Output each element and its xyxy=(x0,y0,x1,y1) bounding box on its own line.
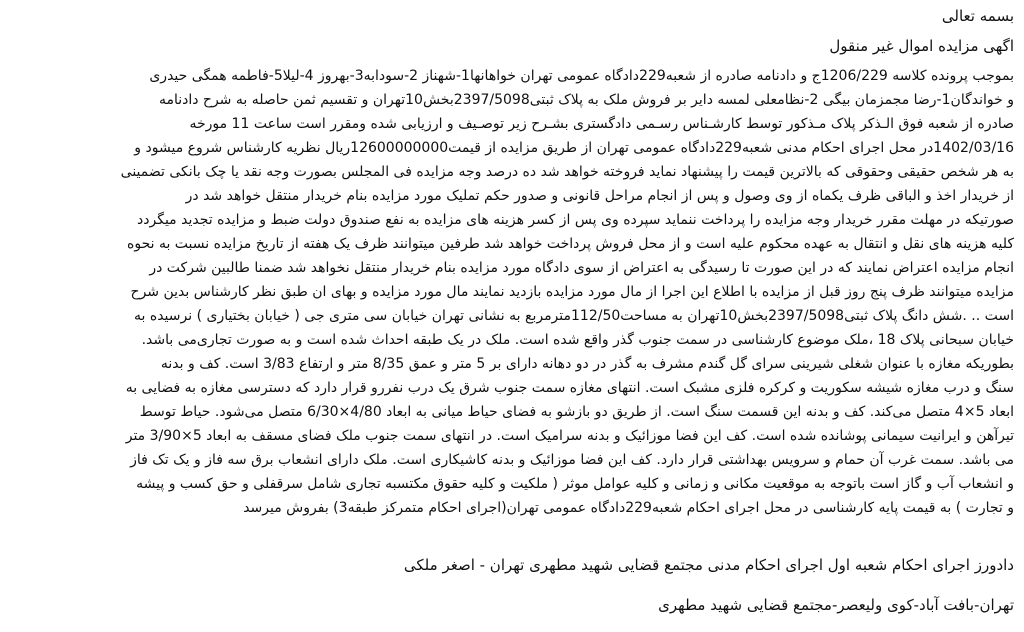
address-line: تهران-بافت آباد-کوی ولیعصر-مجتمع قضایی شهید مطهری xyxy=(658,596,1014,614)
body-line: صورتیکه در مهلت مقرر خریدار وجه مزایده را پرداخت ننماید سپرده وی پس از کسر هزینه های مزایده به نفع صندوق دولت ضبط و مزایده تجدید میگردد xyxy=(137,212,1014,228)
body-line: و خواندگان1-رضا مجمزمان بیگی 2-نظامعلی لمسه دایر بر فروش ملک به پلاک ثبتی2397/5098بخش10تهران و تقسیم ثمن حاصله به شرح دادنامه xyxy=(158,92,1014,108)
body-line: صادره از شعبه فوق الـذکر پلاک مـذکور توسط کارشـناس رسـمی دادگستری بشـرح زیر توصـیف و ارزیابی شده ومقرر است ساعت 11 مورخه xyxy=(189,116,1014,132)
body-line: سنگ و درب مغازه شیشه سکوریت و کرکره فلزی مشبک است. انتهای مغازه سمت جنوب شرق یک درب نفررو قرار دارد که دسترسی مغازه به فضایی به xyxy=(125,380,1014,396)
body-line: به هر شخص حقیقی وحقوقی که بالاترین قیمت را پیشنهاد نماید فروخته خواهد شد ده درصد وجه مزایده فی المجلس بصورت وجه نقد یا چک بانکی تضمینی xyxy=(120,164,1014,180)
body-line: ابعاد 5×4 متصل می‌کند. کف و بدنه این قسمت سنگ است. از طریق دو بازشو به فضای حیاط میانی به ابعاد 4/80×6/30 متصل می‌شود. حیاط توسط xyxy=(139,404,1014,420)
body-line: کلیه هزینه های نقل و انتقال به عهده محکوم علیه است و از محل فروش پرداخت خواهد شد طرفین میتوانند ظرف یک هفته از تاریخ مزایده نسبت به نحوه xyxy=(127,236,1014,252)
body-line: بطوریکه مغازه با عنوان شغلی شیرینی سرای گل گندم مشرف به گذر در دو دهانه دارای بر 5 متر و عمق 8/35 متر و ارتفاع 3/83 است. کف و بدنه xyxy=(160,356,1014,372)
body-line: و انشعاب آب و گاز است باتوجه به موقعیت مکانی و زمانی و کلیه عوامل موثر ( ملکیت و کلیه حقوق مکتسبه تجاری شامل سرقفلی و حق کسب و پیشه xyxy=(136,476,1014,492)
document-heading: بسمه تعالی xyxy=(941,7,1014,25)
body-line: تیرآهن و ایرانیت سیمانی پوشانده شده است. کف این فضا موزائیک و بدنه سرامیک است. در انتهای سمت جنوب ملک فضای مسقف به ابعاد 5×3/90 متر xyxy=(125,428,1014,444)
document-title: اگهی مزایده اموال غیر منقول xyxy=(829,37,1014,55)
body-line: از خریدار اخذ و الباقی ظرف یکماه از وی وصول و پس از انجام مراحل قانونی و صدور حکم تملیک مورد مزایده بنام خریدار منتقل خواهد شد در xyxy=(185,188,1014,204)
body-line: می باشد. سمت غرب آن حمام و سرویس بهداشتی قرار دارد. کف این فضا موزائیک و بدنه کاشیکاری است. ملک دارای انشعاب برق سه فاز و یک تک فاز xyxy=(130,452,1014,468)
signature-line: دادورز اجرای احکام شعبه اول اجرای احکام مدنی مجتمع قضایی شهید مطهری تهران - اصغر ملکی xyxy=(403,556,1014,574)
body-line: است .. .شش دانگ پلاک ثبتی2397/5098بخش10تهران به مساحت112/50مترمربع به نشانی تهران خیابان سی متری جی ( خیابان بختیاری ) نرسیده به xyxy=(134,308,1014,324)
body-line: انجام مزایده اعتراض نمایند که در این صورت تا رسیدگی به اعتراض از سوی دادگاه مورد مزایده بنام خریدار منتقل نخواهد شد ضمنا طالبین شرکت در xyxy=(149,260,1014,276)
body-line: خیابان سبحانی پلاک 18 ،ملک موضوع کارشناسی در سمت جنوب گذر واقع شده است. ملک در یک طبقه احداث شده است و به صورت تجاری‌می باشد. xyxy=(141,332,1014,348)
body-line: و تجارت ) به قیمت پایه کارشناسی در محل اجرای احکام شعبه229دادگاه عمومی تهران(اجرای احکام متمرکز طبقه3) بفروش میرسد xyxy=(243,500,1014,516)
body-line: بموجب پرونده کلاسه 1206/229ج و دادنامه صادره از شعبه229دادگاه عمومی تهران خواهانها1-شهناز 2-سودابه3-بهروز 4-لیلا5-فاطمه همگی حیدری xyxy=(149,68,1014,84)
body-line: 1402/03/16در محل اجرای احکام مدنی شعبه229دادگاه عمومی تهران از طریق مزایده از قیمت12600000000ریال نظریه کارشناس شروع میشود و xyxy=(134,140,1014,156)
body-line: مزایده میتوانند ظرف پنج روز قبل از مزایده با اطلاع این اجرا از مال مورد مزایده بازدید نمایند مال مورد مزایده و بهای ان طبق نظر کارشناس بدین شرح xyxy=(130,284,1014,300)
